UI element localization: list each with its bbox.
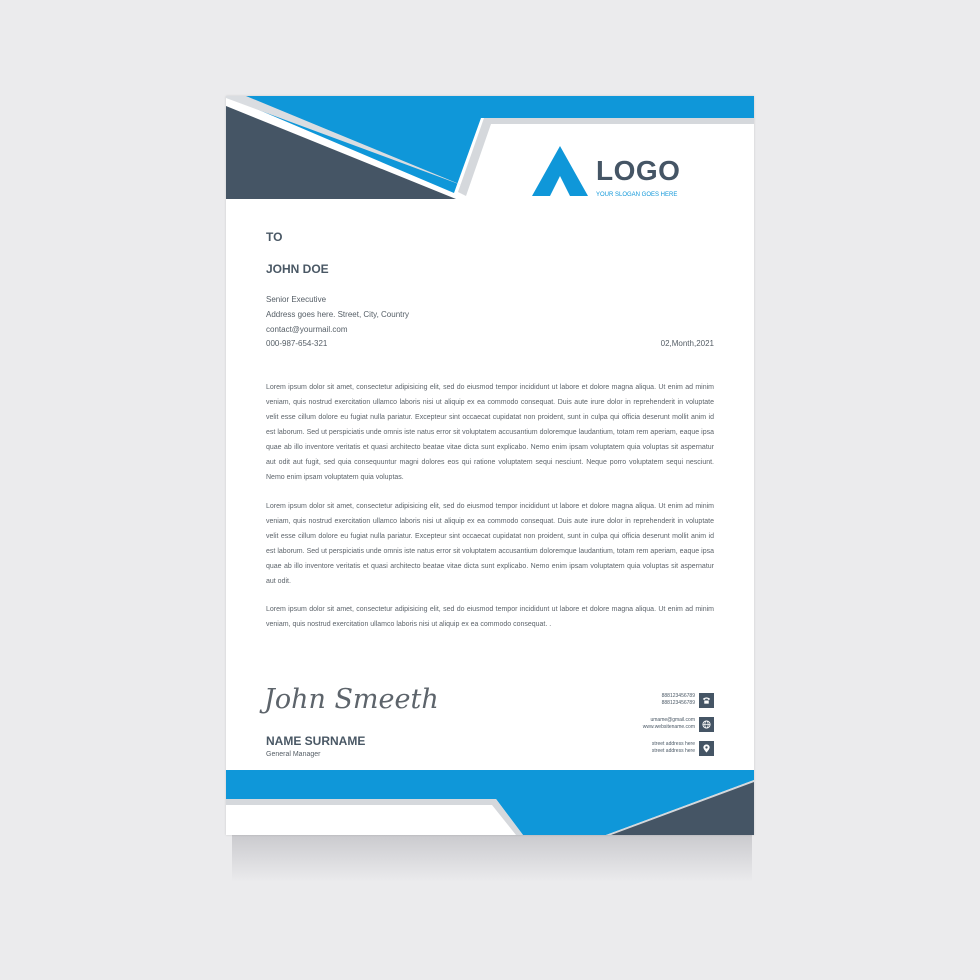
recipient-phone: 000-987-654-321 (266, 339, 328, 348)
logo-triangle-icon (532, 146, 588, 196)
body-paragraph-1: Lorem ipsum dolor sit amet, consectetur adipisicing elit, sed do eiusmod tempor incididunt ut labore et dolore magna aliqua. Ut enim ad minim veniam, quis nostrud exercitation ullamco laboris nisi ut aliquip ex ea commodo consequat. Duis aute irure dolor in reprehenderit in voluptate velit esse cillum dolore eu fugiat nulla pariatur. Excepteur sint occaecat cupidatat non proident, sunt in culpa qui officia deserunt mollit anim id est laborum. Sed ut perspiciatis unde omnis iste natus error sit voluptatem accusantium doloremque laudantium, totam rem aperiam, eaque ipsa quae ab illo inventore veritatis et quasi architecto beatae vitae dicta sunt explicabo. Nemo enim ipsam voluptatem quia voluptas sit aspernatur aut odit aut fugit, sed quia consequuntur magni dolores eos qui ratione voluptatem sequi nesciunt. Neque porro voluptatem sequi nesciunt. Nemo enim ipsam voluptatem quia voluptas. (266, 384, 714, 481)
footer-decoration (226, 766, 754, 835)
contact-email: umame@gmail.com (650, 717, 695, 723)
page-shadow (232, 832, 752, 882)
contact-phone-row (662, 691, 714, 709)
recipient-address: Address goes here. Street, City, Country (266, 310, 410, 319)
contact-website: www.websitename.com (642, 724, 695, 730)
contact-phone-2: 888123456789 (661, 700, 695, 706)
to-label: TO (266, 230, 283, 244)
logo-text: LOGO (596, 155, 681, 186)
recipient-name: JOHN DOE (266, 262, 329, 276)
body-paragraph-2: Lorem ipsum dolor sit amet, consectetur adipisicing elit, sed do eiusmod tempor incididunt ut labore et dolore magna aliqua. Ut enim ad minim veniam, quis nostrud exercitation ullamco laboris nisi ut aliquip ex ea commodo consequat. Duis aute irure dolor in reprehenderit in voluptate velit esse cillum dolore eu fugiat nulla pariatur. Excepteur sint occaecat cupidatat non proident, sunt in culpa qui officia deserunt mollit anim id est laborum. Sed ut perspiciatis unde omnis iste natus error sit voluptatem accusantium doloremque laudantium, totam rem aperiam, eaque ipsa quae ab illo inventore veritatis et quasi architecto beatae vitae dicta sunt explicabo. Nemo enim ipsam voluptatem quia voluptas sit aspernatur aut odit. (266, 503, 714, 585)
letter-date: 02,Month,2021 (660, 339, 714, 348)
contact-address-1: street address here (651, 741, 695, 747)
company-logo (532, 146, 712, 206)
contact-web-row (643, 715, 714, 733)
letterhead-page (226, 96, 754, 835)
signatory-name: NAME SURNAME (266, 734, 366, 748)
contact-address-row (652, 739, 714, 757)
body-paragraph-3: Lorem ipsum dolor sit amet, consectetur adipisicing elit, sed do eiusmod tempor incididunt ut labore et dolore magna aliqua. Ut enim ad minim veniam, quis nostrud exercitation ullamco laboris nisi ut aliquip ex ea commodo consequat. . (266, 606, 714, 628)
phone-icon (699, 693, 714, 708)
location-pin-icon (699, 741, 714, 756)
recipient-title: Senior Executive (266, 295, 327, 304)
signature-script: John Smeeth (264, 684, 439, 715)
globe-icon (699, 717, 714, 732)
signatory-title: General Manager (266, 751, 321, 758)
contact-phone-1: 888123456789 (661, 693, 695, 699)
recipient-email: contact@yourmail.com (266, 325, 348, 334)
logo-slogan: YOUR SLOGAN GOES HERE (596, 192, 678, 198)
contact-address-2: street address here (651, 748, 695, 754)
